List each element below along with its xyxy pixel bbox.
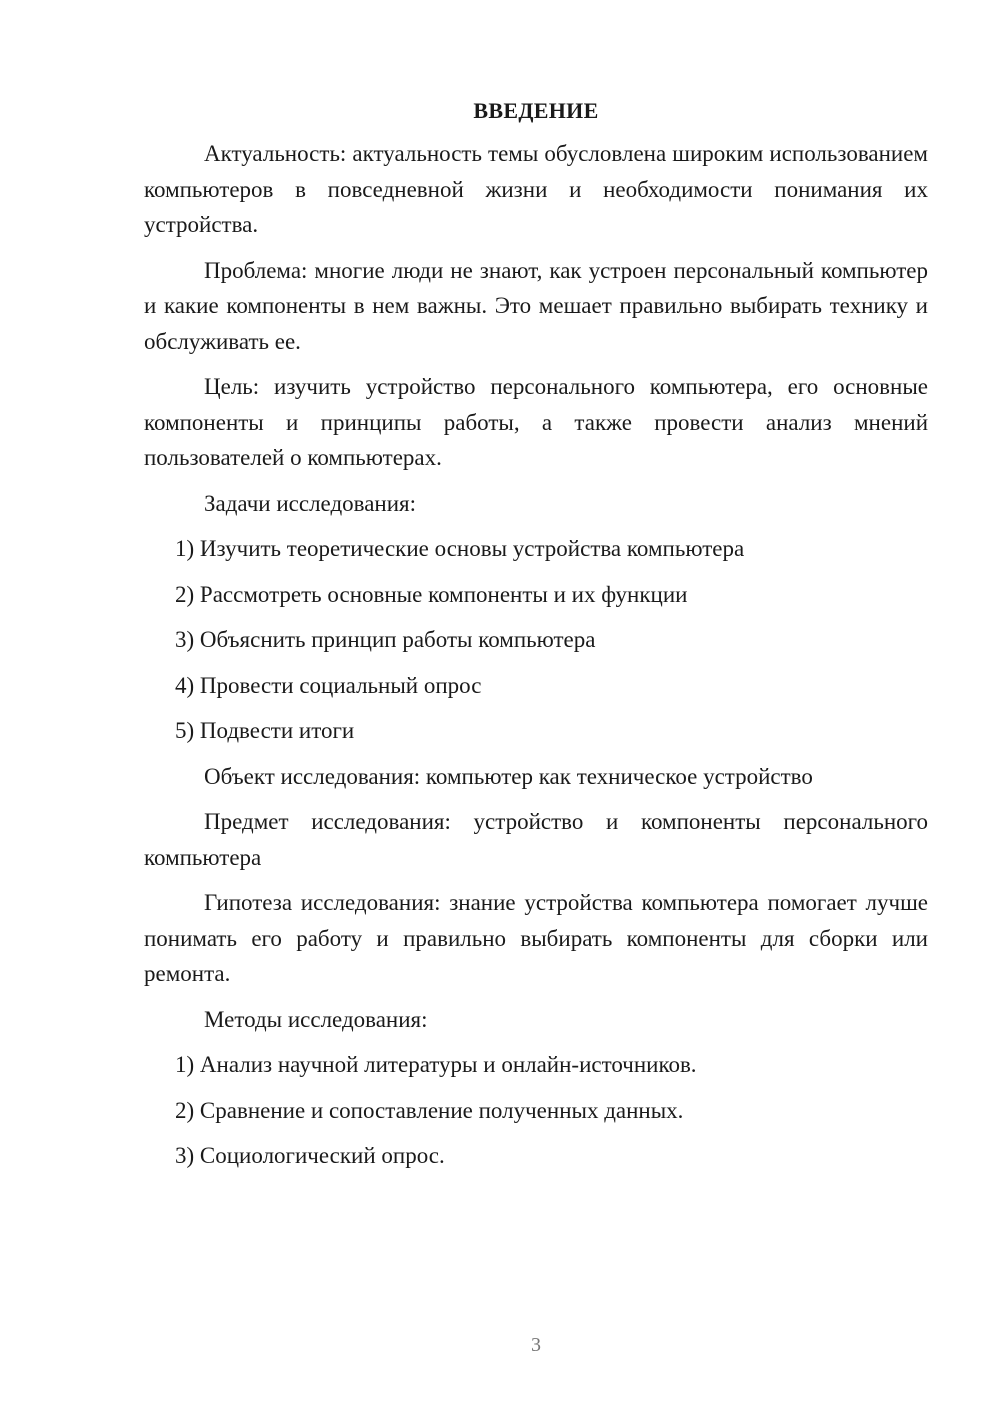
list-item: 5) Подвести итоги <box>175 718 355 743</box>
object-paragraph: Объект исследования: компьютер как техническое устройство <box>204 763 813 789</box>
methods-list <box>144 1047 928 1174</box>
goal-paragraph: Цель: изучить устройство персонального компьютера, его основные компоненты и принципы работы, а также провести анализ мнений пользователей о компьютерах. <box>144 374 928 470</box>
list-item: 1) Изучить теоретические основы устройства компьютера <box>175 536 745 561</box>
page-number: 3 <box>531 1334 541 1356</box>
subject-paragraph: Предмет исследования: устройство и компоненты персонального компьютера <box>144 809 928 870</box>
list-item: 3) Социологический опрос. <box>175 1143 445 1168</box>
hypothesis-paragraph: Гипотеза исследования: знание устройства компьютера помогает лучше понимать его работу и правильно выбирать компоненты для сборки или ремонта. <box>144 890 928 986</box>
problem-paragraph: Проблема: многие люди не знают, как устроен персональный компьютер и какие компоненты в нем важны. Это мешает правильно выбирать технику и обслуживать ее. <box>144 257 928 354</box>
tasks-heading: Задачи исследования: <box>204 490 417 516</box>
list-item: 2) Рассмотреть основные компоненты и их функции <box>175 581 688 607</box>
page-title: ВВЕДЕНИЕ <box>473 98 599 123</box>
list-item: 4) Провести социальный опрос <box>175 672 482 698</box>
tasks-list <box>144 531 928 749</box>
relevance-paragraph: Актуальность: актуальность темы обусловлена широким использованием компьютеров в повседневной жизни и необходимости понимания их устройства. <box>144 141 928 237</box>
list-item: 3) Объяснить принцип работы компьютера <box>175 627 596 652</box>
methods-heading: Методы исследования: <box>204 1006 428 1032</box>
page-content <box>144 96 928 1184</box>
list-item: 1) Анализ научной литературы и онлайн-источников. <box>175 1052 697 1077</box>
list-item: 2) Сравнение и сопоставление полученных данных. <box>175 1097 684 1123</box>
